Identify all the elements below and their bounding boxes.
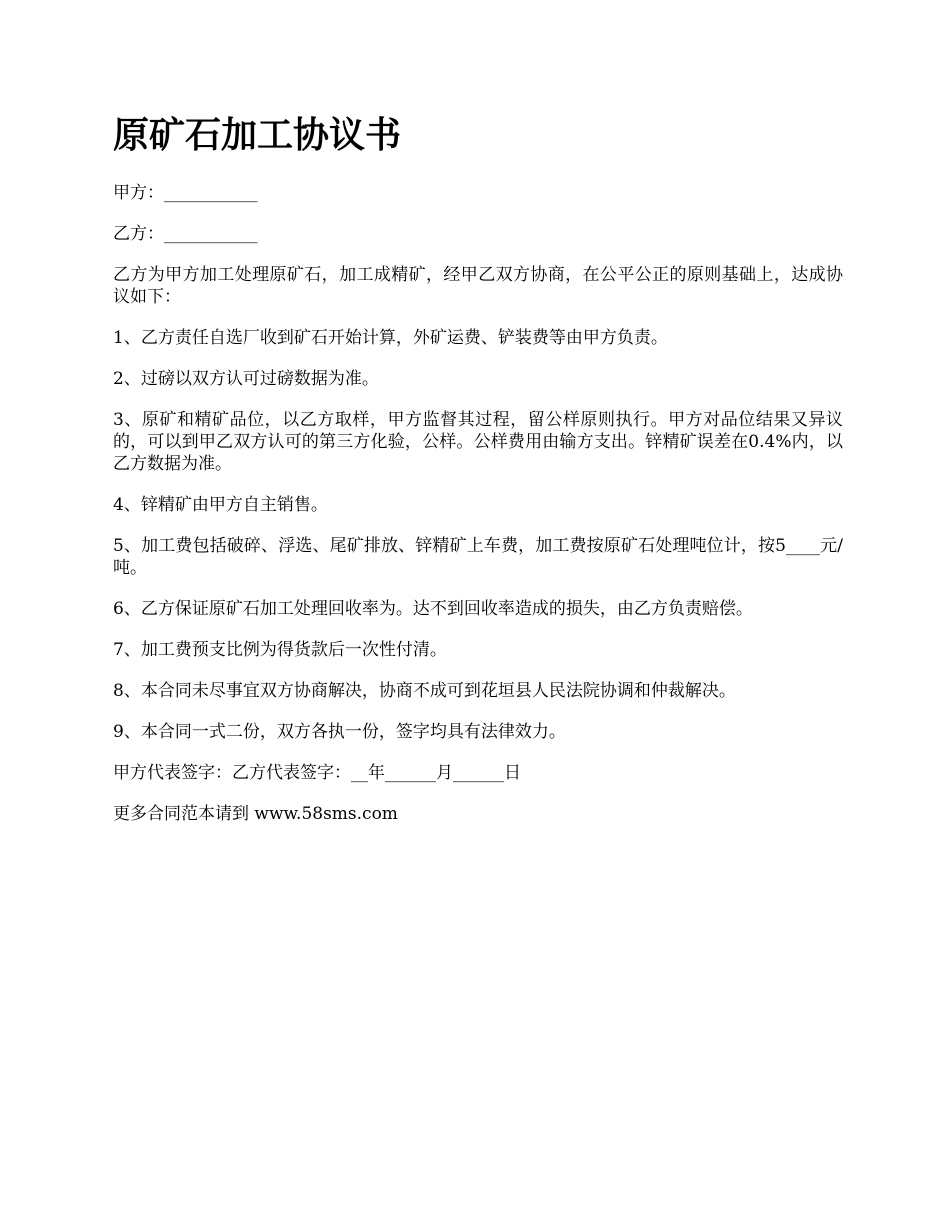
signature-line: 甲方代表签字：乙方代表签字：__年______月______日 bbox=[113, 763, 521, 783]
party-b-line: 乙方：___________ bbox=[113, 224, 258, 244]
clause-2: 2、过磅以双方认可过磅数据为准。 bbox=[113, 369, 379, 389]
clause-4: 4、锌精矿由甲方自主销售。 bbox=[113, 495, 328, 515]
footer-text: 更多合同范本请到 www.58sms.com bbox=[113, 804, 398, 824]
clause-5: 5、加工费包括破碎、浮选、尾矿排放、锌精矿上车费，加工费按原矿石处理吨位计，按5____元/吨。 bbox=[113, 536, 843, 578]
clause-9: 9、本合同一式二份，双方各执一份，签字均具有法律效力。 bbox=[113, 722, 566, 742]
intro-paragraph: 乙方为甲方加工处理原矿石，加工成精矿，经甲乙双方协商，在公平公正的原则基础上，达成协议如下： bbox=[113, 265, 843, 307]
document-page bbox=[113, 108, 843, 844]
party-a-line: 甲方：___________ bbox=[113, 183, 258, 203]
clause-3: 3、原矿和精矿品位，以乙方取样，甲方监督其过程，留公样原则执行。甲方对品位结果又异议的，可以到甲乙双方认可的第三方化验，公样。公样费用由输方支出。锌精矿误差在0.4%内，以乙方数据为准。 bbox=[113, 410, 843, 474]
document-title: 原矿石加工协议书 bbox=[113, 114, 402, 156]
clause-8: 8、本合同未尽事宜双方协商解决，协商不成可到花垣县人民法院协调和仲裁解决。 bbox=[113, 681, 736, 701]
clause-7: 7、加工费预支比例为得货款后一次性付清。 bbox=[113, 640, 447, 660]
clause-1: 1、乙方责任自选厂收到矿石开始计算，外矿运费、铲装费等由甲方负责。 bbox=[113, 328, 668, 348]
clause-6: 6、乙方保证原矿石加工处理回收率为。达不到回收率造成的损失，由乙方负责赔偿。 bbox=[113, 599, 753, 619]
